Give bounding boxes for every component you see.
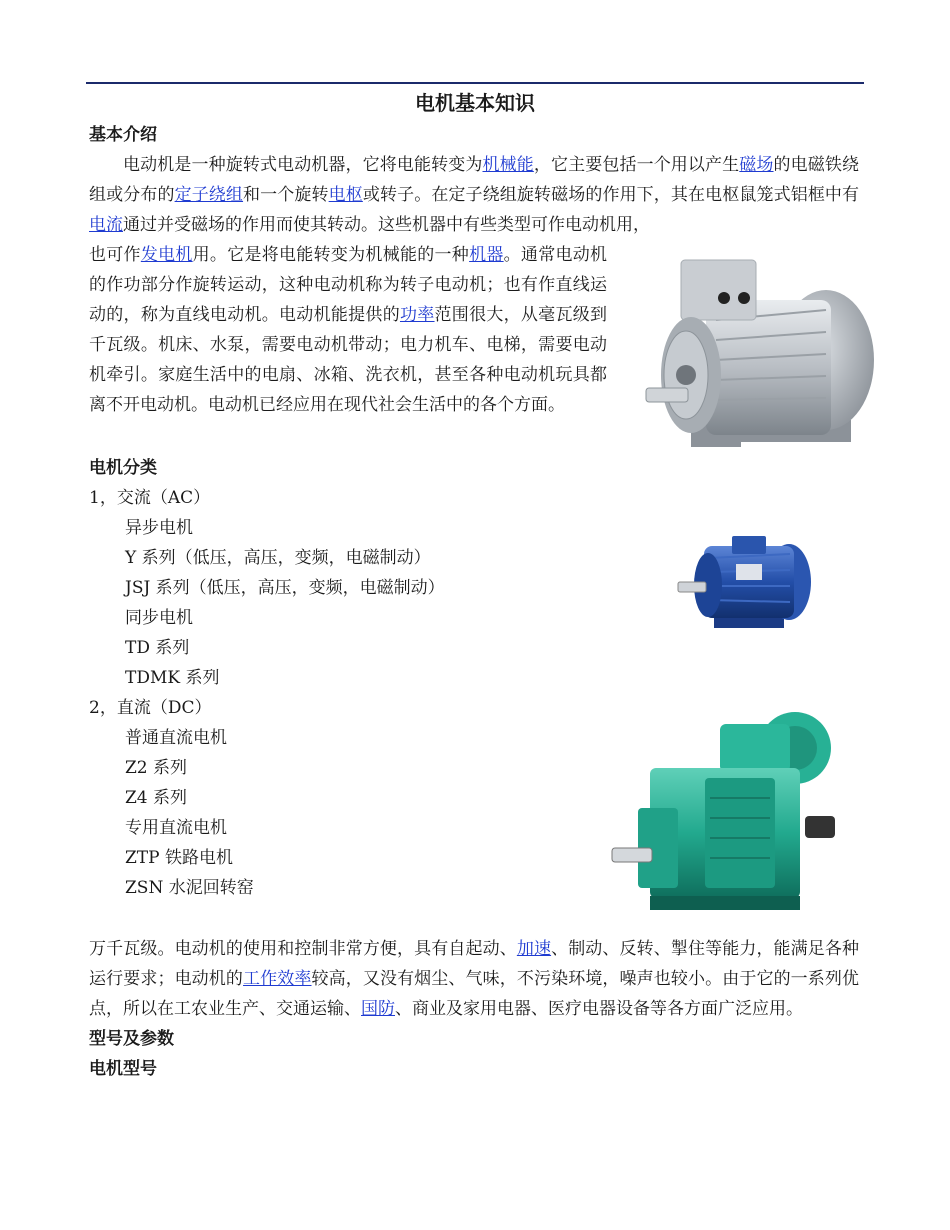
link-machine[interactable]: 机器 — [469, 245, 504, 265]
gray-motor-image — [636, 250, 876, 462]
link-power[interactable]: 功率 — [399, 305, 435, 325]
heading-motor-model: 电机型号 — [89, 1059, 157, 1079]
ac-item: Y 系列（低压，高压，变频，电磁制动） — [125, 548, 431, 568]
link-generator[interactable]: 发电机 — [140, 245, 193, 265]
classify-heading: 电机分类 — [89, 458, 157, 478]
bottom-section — [89, 934, 859, 1084]
ac-item: 同步电机 — [125, 608, 193, 628]
intro-paragraph-2-block — [89, 240, 607, 420]
intro-paragraph-1: 电动机是一种旋转式电动机器，它将电能转变为机械能，它主要包括一个用以产生磁场的电磁铁绕组或分布的定子绕组和一个旋转电枢或转子。在定子绕组旋转磁场的作用下，其在电枢鼠笼式铝框中有电流通过并受磁场的作用而使其转动。这些机器中有些类型可作电动机用， — [89, 155, 860, 235]
ac-item: JSJ 系列（低压，高压，变频，电磁制动） — [125, 578, 445, 598]
intro-section — [89, 120, 859, 240]
dc-item: ZSN 水泥回转窑 — [125, 878, 254, 898]
dc-item: Z2 系列 — [125, 758, 188, 778]
link-stator-winding[interactable]: 定子绕组 — [174, 185, 244, 205]
ac-item: 异步电机 — [125, 518, 193, 538]
blue-motor-image — [674, 530, 814, 634]
header-rule — [86, 82, 864, 84]
link-mechanical-energy[interactable]: 机械能 — [482, 155, 534, 175]
paragraph-3: 万千瓦级。电动机的使用和控制非常方便，具有自起动、加速、制动、反转、掣住等能力，能满足各种运行要求；电动机的工作效率较高，又没有烟尘、气味，不污染环境，噪声也较小。由于它的一系列优点，所以在工农业生产、交通运输、国防、商业及家用电器、医疗电器设备等各方面广泛应用。 — [89, 939, 860, 1019]
page-title: 电机基本知识 — [415, 91, 535, 115]
dc-item: 专用直流电机 — [125, 818, 227, 838]
ac-label: 1，交流（AC） — [89, 488, 211, 508]
dc-item: ZTP 铁路电机 — [125, 848, 233, 868]
ac-item: TD 系列 — [125, 638, 190, 658]
heading-model-params: 型号及参数 — [89, 1029, 174, 1049]
link-armature[interactable]: 电枢 — [328, 185, 363, 205]
dc-item: Z4 系列 — [125, 788, 188, 808]
classify-section — [89, 453, 609, 903]
intro-paragraph-2: 也可作发电机用。它是将电能转变为机械能的一种机器。通常电动机的作功部分作旋转运动，这种电动机称为转子电动机；也有作直线运动的，称为直线电动机。电动机能提供的功率范围很大，从毫瓦级到千瓦级。机床、水泵，需要电动机带动；电力机车、电梯，需要电动机牵引。家庭生活中的电扇、冰箱、洗衣机，甚至各种电动机玩具都离不开电动机。电动机已经应用在现代社会生活中的各个方面。 — [89, 245, 608, 415]
link-magnetic-field[interactable]: 磁场 — [739, 155, 774, 175]
green-dc-motor-image — [610, 708, 840, 916]
dc-label: 2，直流（DC） — [89, 698, 212, 718]
intro-heading: 基本介绍 — [89, 125, 157, 145]
link-acceleration[interactable]: 加速 — [516, 939, 552, 959]
dc-item: 普通直流电机 — [125, 728, 227, 748]
link-national-defense[interactable]: 国防 — [361, 999, 395, 1019]
link-work-efficiency[interactable]: 工作效率 — [243, 969, 312, 989]
ac-item: TDMK 系列 — [125, 668, 220, 688]
link-current[interactable]: 电流 — [89, 215, 123, 235]
